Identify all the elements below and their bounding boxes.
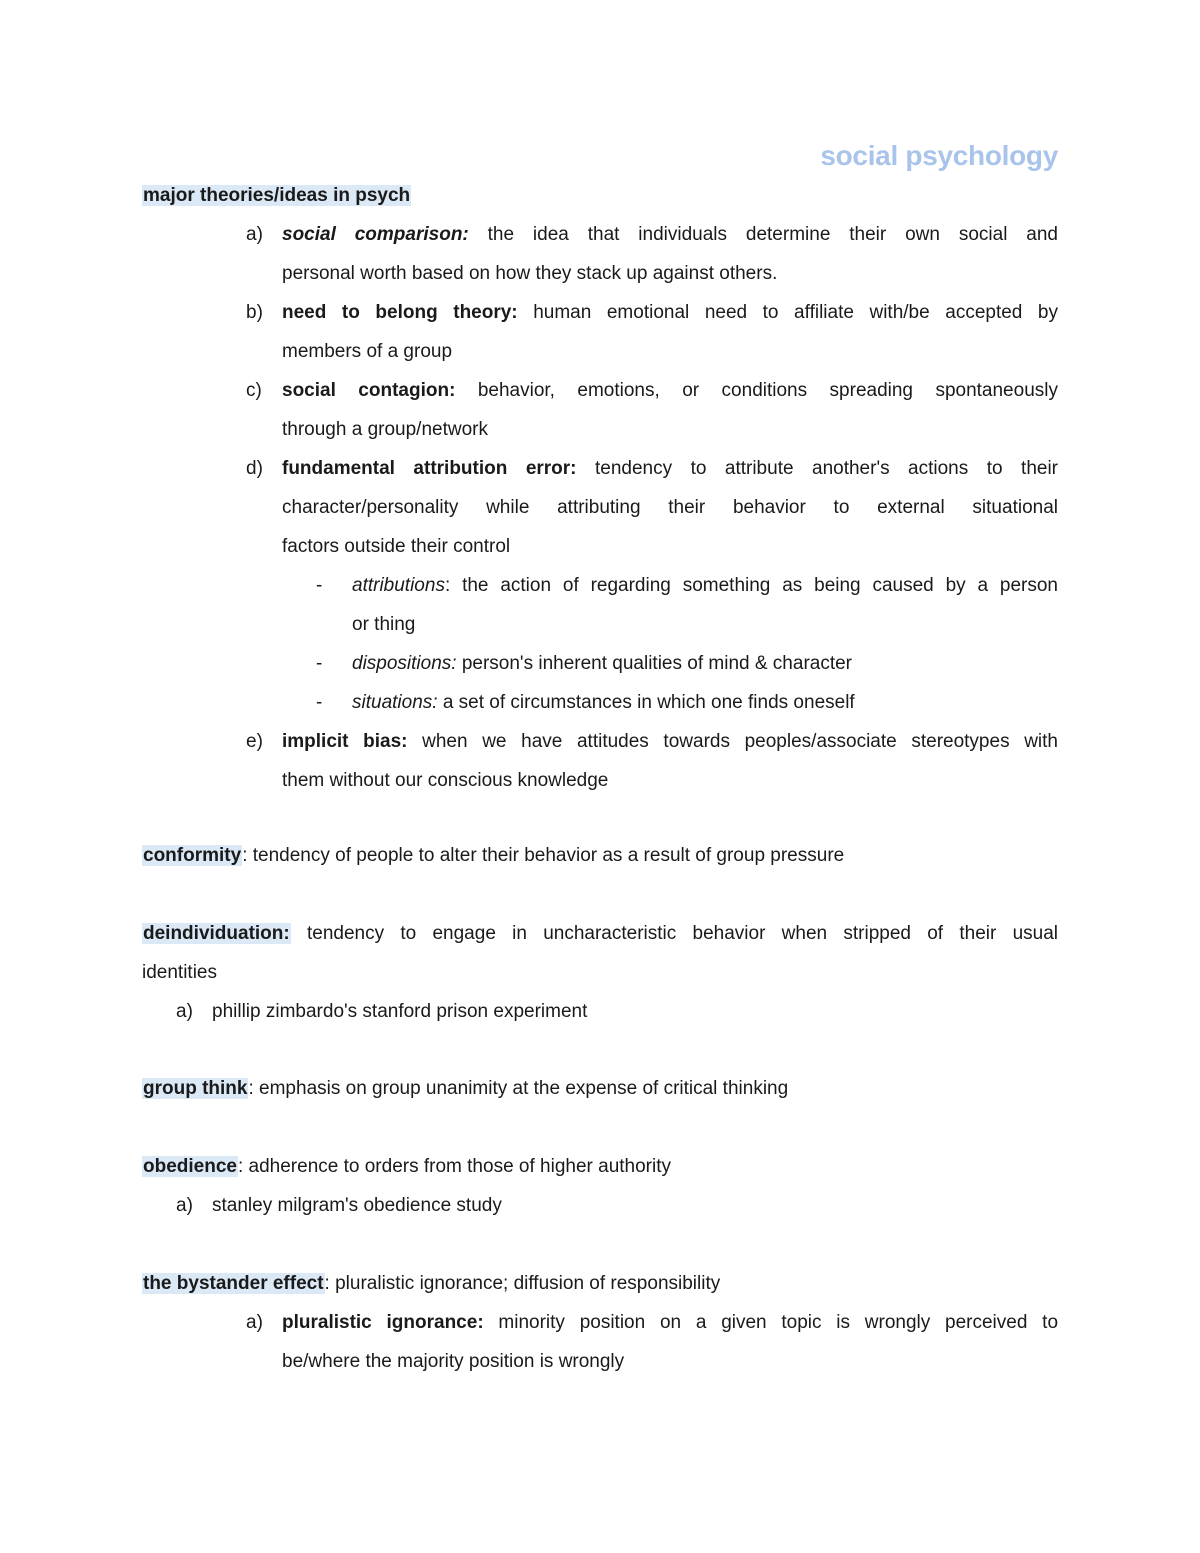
list-item [176,1186,976,1225]
theory-item [246,449,1058,566]
obedience-line [142,1147,1058,1186]
sub-term: dispositions: [352,653,457,674]
deindividuation-term: deindividuation: [143,923,290,944]
obedience-text: : adherence to orders from those of higher authority [237,1156,672,1177]
groupthink-text: : emphasis on group unanimity at the expense of critical thinking [248,1078,789,1099]
bystander-line [142,1264,1058,1303]
theory-line: factors outside their control [282,536,511,557]
sub-item [316,566,1058,644]
theory-text: human emotional need to affiliate with/be accepted by [517,302,1058,323]
list-marker: b) [246,302,263,323]
theory-item [246,293,1058,371]
deindividuation-line: identities [142,962,217,983]
sub-line [352,566,1058,605]
deindividuation-line [142,914,1058,953]
obedience-section [142,1147,1058,1225]
bystander-item-line [282,1303,1058,1342]
sub-list [316,566,1058,722]
sub-line: or thing [352,614,416,635]
theory-term: need to belong theory: [282,302,518,323]
theory-line: personal worth based on how they stack up against others. [282,263,778,284]
conformity-line [142,836,1058,875]
theory-text: behavior, emotions, or conditions spreading spontaneously [455,380,1058,401]
bystander-section [142,1264,1058,1381]
sub-line [352,683,1058,722]
list-marker: a) [246,1312,263,1333]
sub-item [316,683,1058,722]
theories-heading-line [142,176,1062,215]
list-item-text: phillip zimbardo's stanford prison experiment [212,1001,588,1022]
theory-line: members of a group [282,341,453,362]
bystander-item-term: pluralistic ignorance: [282,1312,484,1333]
list-marker: c) [246,380,262,401]
theory-term: social comparison: [282,224,469,245]
list-item [176,992,976,1031]
groupthink-line [142,1069,1058,1108]
sub-text: person's inherent qualities of mind & character [456,653,853,674]
conformity-term: conformity [143,845,242,866]
list-marker: e) [246,731,263,752]
bystander-text: : pluralistic ignorance; diffusion of responsibility [324,1273,721,1294]
dash-marker: - [316,653,323,674]
list-marker: a) [246,224,263,245]
theory-term: fundamental attribution error: [282,458,577,479]
groupthink-term: group think [143,1078,248,1099]
theory-line [282,371,1058,410]
obedience-term: obedience [143,1156,237,1177]
theory-text: when we have attitudes towards peoples/associate stereotypes with [407,731,1058,752]
theory-line [282,215,1058,254]
sub-term: situations: [352,692,438,713]
theory-line: through a group/network [282,419,488,440]
list-item-text: stanley milgram's obedience study [212,1195,502,1216]
deindividuation-section [142,914,1058,1031]
theory-line: character/personality while attributing their behavior to external situational [282,497,1058,518]
conformity-text: : tendency of people to alter their behavior as a result of group pressure [242,845,845,866]
sub-text: a set of circumstances in which one finds oneself [437,692,855,713]
theory-item [246,722,1058,800]
list-marker: a) [176,1001,193,1022]
conformity-section [142,836,1058,875]
theory-term: implicit bias: [282,731,408,752]
bystander-item-line: be/where the majority position is wrongly [282,1351,625,1372]
bystander-term: the bystander effect [143,1273,324,1294]
theory-line [282,449,1058,488]
theory-text: tendency to attribute another's actions to their [576,458,1059,479]
list-marker: d) [246,458,263,479]
dash-marker: - [316,575,323,596]
theory-line [282,722,1058,761]
bystander-item-text: minority position on a given topic is wrongly perceived to [483,1312,1059,1333]
theory-text: the idea that individuals determine their own social and [468,224,1058,245]
page-title: social psychology [820,140,1058,171]
theory-line [282,293,1058,332]
sub-text: : the action of regarding something as being caused by a person [444,575,1058,596]
theory-item [246,371,1058,449]
theory-item [246,215,1058,293]
list-marker: a) [176,1195,193,1216]
dash-marker: - [316,692,323,713]
theory-line: them without our conscious knowledge [282,770,609,791]
deindividuation-text: tendency to engage in uncharacteristic behavior when stripped of their usual [290,923,1058,944]
list-item [246,1303,1058,1381]
sub-line [352,644,1058,683]
theory-term: social contagion: [282,380,456,401]
groupthink-section [142,1069,1058,1108]
theories-heading: major theories/ideas in psych [143,185,411,206]
sub-item [316,644,1058,683]
sub-term: attributions [352,575,445,596]
